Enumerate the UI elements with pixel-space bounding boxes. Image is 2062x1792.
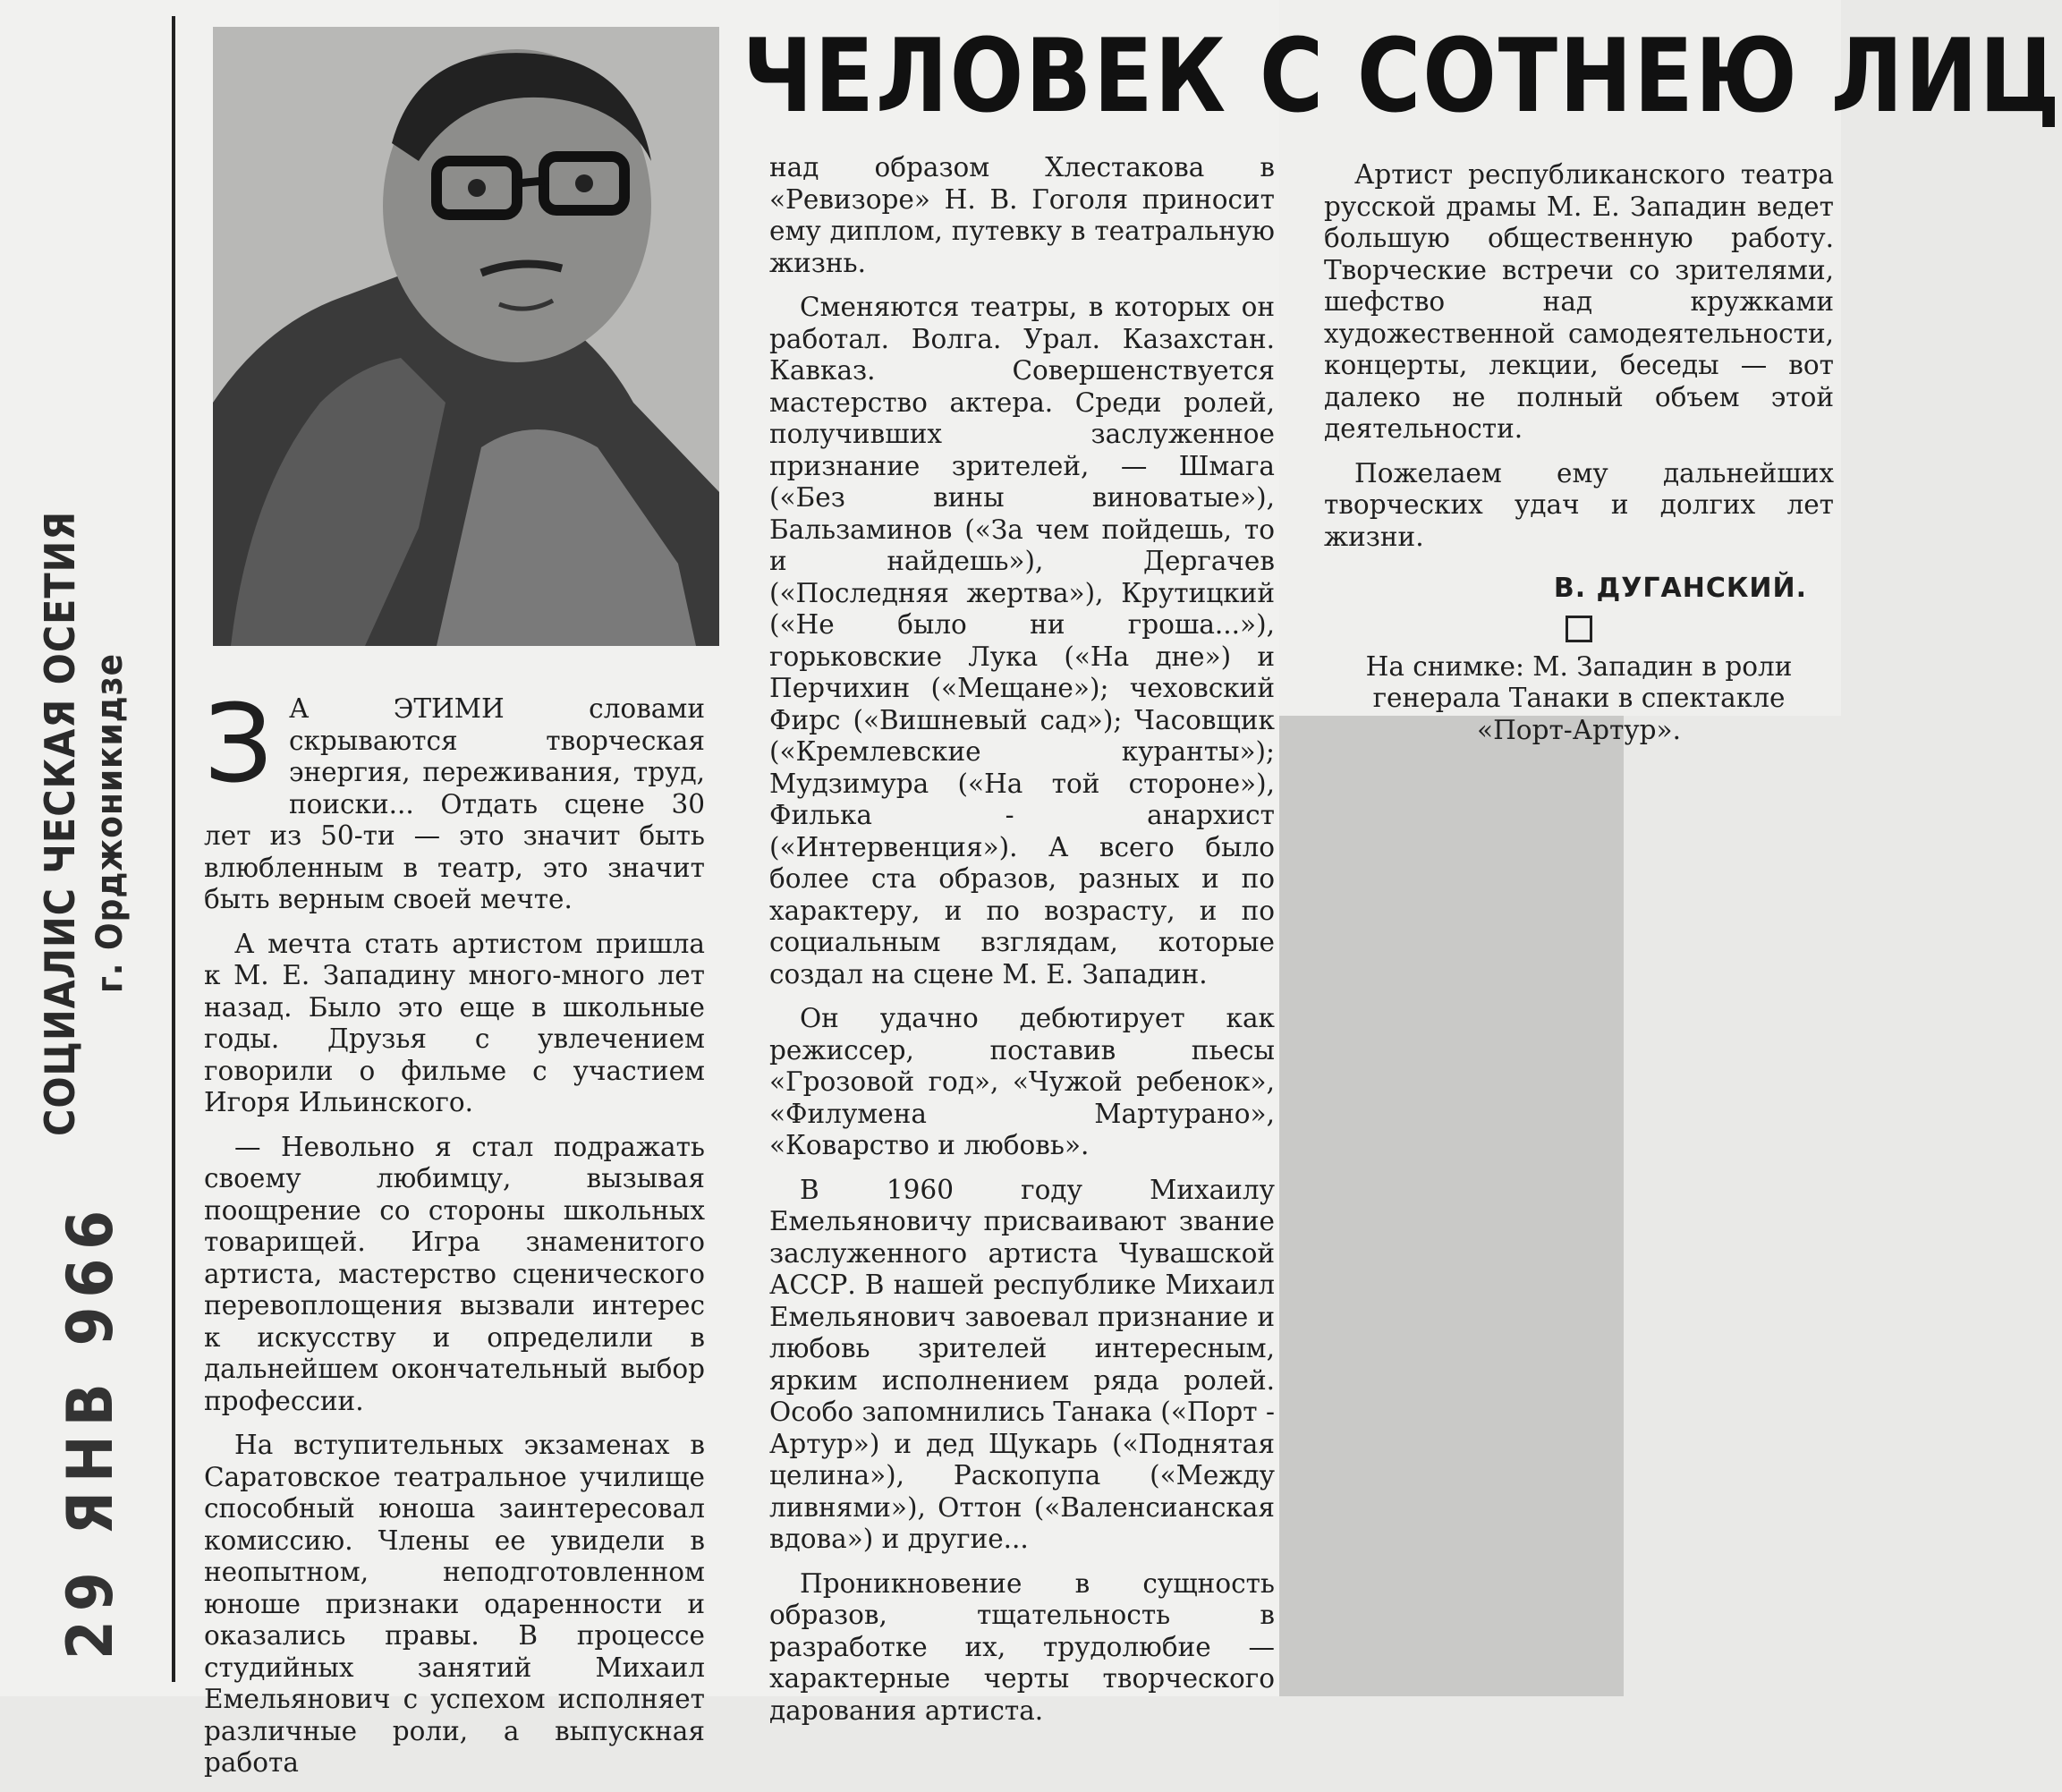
paragraph: А мечта стать артистом пришла к М. Е. Западину много-много лет назад. Было это еще в школьные годы. Друзья с увлечением говорили о фильме с участием Игоря Ильинского. (204, 928, 705, 1117)
city-stamp: г. Орджоникидзе (89, 652, 131, 993)
paragraph: В 1960 году Михаилу Емельяновичу присваивают звание заслуженного артиста Чувашской АССР. В нашей республике Михаил Емельянович завоевал признание и любовь зрителей интересным, ярким исполнением ряда ролей. Особо запомнились Танака («Порт - Артур») и дед Щукарь («Поднятая целина»), Раскопупа («Между ливнями»), Оттон («Валенсианская вдова») и другие... (769, 1174, 1275, 1554)
date-stamp: 29 ЯНВ 966 (54, 1201, 127, 1660)
paragraph: На вступительных экзаменах в Саратовское театральное училище способный юноша заинтересовал комиссию. Члены ее увидели в неопытном, неподготовленном юноше признаки одаренности и оказались правы. В процессе студийных занятий Михаил Емельянович с успехом исполняет различные роли, а выпускная работа (204, 1430, 705, 1778)
author-byline: В. ДУГАНСКИЙ. (1553, 573, 1807, 604)
drop-cap: З (204, 683, 273, 807)
paragraph: над образом Хлестакова в «Ревизоре» Н. В. Гоголя приносит ему диплом, путевку в театральную жизнь. (769, 152, 1275, 278)
paragraph: Артист республиканского театра русской драмы М. Е. Западин ведет большую общественную работу. Творческие встречи со зрителями, шефство над кружками художественной самодеятельности, концерты, лекции, беседы — вот далеко не полный объем этой деятельности. (1324, 159, 1834, 444)
headline: ЧЕЛОВЕК С СОТНЕЮ ЛИЦ (742, 18, 2062, 136)
paragraph: Пожелаем ему дальнейших творческих удач и долгих лет жизни. (1324, 457, 1834, 552)
photo-caption: На снимке: М. Западин в роли генерала Танаки в спектакле «Порт-Артур». (1365, 650, 1793, 745)
paragraph: Сменяются театры, в которых он работал. Волга. Урал. Казахстан. Кавказ. Совершенствуется мастерство актера. Среди ролей, получивших заслуженное признание зрителей, — Шмага («Без вины виноватые»), Бальзаминов («За чем пойдешь, то и найдешь»), Дергачев («Последняя жертва»), Крутицкий («Не было ни гроша...»), горьковские Лука («На дне») и Перчихин («Мещане»); чеховский Фирс («Вишневый сад»); Часовщик («Кремлевские куранты»); Мудзимура («На той стороне»), Филька - анархист («Интервенция»). А всего было более ста образов, разных и по характеру, и по возрасту, и по социальным взглядам, которые создал на сцене М. Е. Западин. (769, 292, 1275, 989)
newspaper-name-stamp: СОЦИАЛИС ЧЕСКАЯ ОСЕТИЯ (36, 510, 84, 1136)
article-column-3 (1324, 159, 1834, 746)
column-rule (172, 16, 175, 1682)
article-column-1 (204, 683, 705, 1792)
separator-square-icon (1566, 616, 1592, 642)
portrait-photo (213, 27, 719, 646)
paragraph: Проникновение в сущность образов, тщательность в разработке их, трудолюбие — характерные черты творческого дарования артиста. (769, 1567, 1275, 1726)
paragraph: А ЭТИМИ словами скрываются творческая энергия, переживания, труд, поиски... Отдать сцене 30 лет из 50-ти — это значит быть влюбленным в театр, это значит быть верным своей мечте. (204, 693, 705, 914)
article-column-2 (769, 152, 1275, 1739)
paragraph: — Невольно я стал подражать своему любимцу, вызывая поощрение со стороны школьных товарищей. Игра знаменитого артиста, мастерство сценического перевоплощения вызвали интерес к искусству и определили в дальнейшем окончательный выбор профессии. (204, 1131, 705, 1416)
paragraph: Он удачно дебютирует как режиссер, поставив пьесы «Грозовой год», «Чужой ребенок», «Филумена Мартурано», «Коварство и любовь». (769, 1003, 1275, 1160)
